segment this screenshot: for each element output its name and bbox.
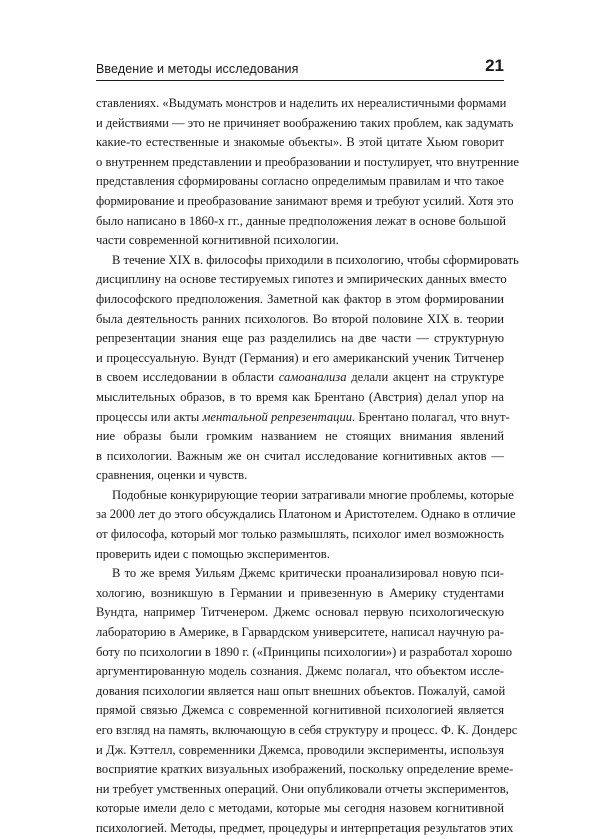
- text-line: репрезентации знания еще раз разделились на две части — структурную: [96, 331, 504, 346]
- text-line: которые имели дело с методами, которые мы сегодня назовем когнитивной: [96, 801, 504, 816]
- text-line: от философа, который мог только размышлять, психолог имел возможность: [96, 527, 504, 542]
- text-line: философского предположения. Заметной как фактор в этом формировании: [96, 291, 504, 306]
- text-line: прямой связью Джемса с современной когнитивной психологией является: [96, 703, 504, 718]
- text-line: и процессуальную. Вундт (Германия) и его американский ученик Титченер: [96, 350, 504, 365]
- text-line: формирование и преобразование занимают время и требуют усилий. Хотя это: [96, 193, 514, 208]
- text-line: психологией. Методы, предмет, процедуры и интерпретация результатов этих: [96, 820, 514, 835]
- text-line: о внутреннем представлении и преобразовании и постулирует, что внутренние: [96, 154, 520, 169]
- text-line: В то же время Уильям Джемс критически проанализировал новую пси-: [112, 566, 504, 581]
- text-line: аргументированную модель сознания. Джемс полагал, что объектом иссле-: [96, 664, 504, 679]
- text-line-end: Брентано полагал, что внут-: [355, 409, 510, 424]
- text-line: и Дж. Кэттелл, современники Джемса, проводили эксперименты, используя: [96, 742, 504, 757]
- text-line: хологию, возникшую в Германии и привезенную в Америку студентами: [96, 585, 504, 600]
- body-text: [96, 94, 520, 839]
- text-line: Подобные конкурирующие теории затрагивали многие проблемы, которые: [112, 487, 514, 502]
- running-header: [96, 54, 504, 76]
- text-line: части современной когнитивной психологии.: [96, 233, 339, 248]
- text-line: было написано в 1860-х гг., данные предположения лежат в основе большой: [96, 213, 506, 228]
- text-line: проверить идеи с помощью экспериментов.: [96, 546, 330, 561]
- text-line-start: в своем исследовании в области: [96, 370, 279, 385]
- text-line: [96, 368, 504, 388]
- italic-term: самоанализа: [278, 370, 347, 385]
- text-line: восприятие кратких визуальных изображений, поскольку определение време-: [96, 762, 514, 777]
- italic-term: ментальной репрезентации.: [202, 409, 356, 424]
- paragraph: [96, 94, 520, 251]
- text-line: сравнения, оценки и чувств.: [96, 468, 248, 483]
- text-line: представления сформированы согласно определимым правилам и что такое: [96, 174, 504, 189]
- paragraph: [96, 564, 518, 838]
- text-line: его взгляд на память, включающую в себя структуру и процесс. Ф. К. Дондерс: [96, 723, 518, 737]
- text-line: лабораторию в Америке, в Гарвардском университете, написал научную ра-: [96, 625, 504, 640]
- text-line: какие-то естественные и знакомые объекты». В этой цитате Хьюм говорит: [96, 135, 504, 150]
- paragraph: [96, 251, 519, 486]
- page-number: 21: [485, 56, 504, 75]
- running-header-title: Введение и методы исследования: [96, 62, 299, 76]
- text-line-start: процессы или акты: [96, 409, 203, 424]
- text-line: была деятельность ранних психологов. Во второй половине XIX в. теории: [96, 311, 504, 326]
- text-line: В течение XIX в. философы приходили в психологию, чтобы сформировать: [112, 252, 519, 267]
- text-line: дования психологии является наш опыт внешних объектов. Пожалуй, самой: [96, 683, 506, 698]
- paragraph: [96, 486, 516, 564]
- text-line: дисциплину на основе тестируемых гипотез и эмпирических данных вместо: [96, 272, 507, 287]
- text-line: ставлениях. «Выдумать монстров и наделить их нереалистичными формами: [96, 96, 507, 110]
- text-line: и действиями — это не причиняет воображению таких проблем, как задумать: [96, 115, 514, 130]
- text-line: ни требует умственных операций. Они опубликовали отчеты экспериментов,: [96, 781, 509, 796]
- text-line: [96, 408, 510, 428]
- text-line: в психологии. Важным же он считал исследование когнитивных актов —: [96, 448, 504, 463]
- header-rule: [96, 80, 504, 81]
- text-line: мыслительных образов, в то время как Брентано (Австрия) делал упор на: [96, 389, 504, 404]
- text-line: Вундта, например Титченером. Джемс основал первую психологическую: [96, 605, 504, 620]
- text-line: за 2000 лет до этого обсуждались Платоном и Аристотелем. Однако в отличие: [96, 507, 516, 522]
- text-line: ние образы были громким названием не стоящих внимания явлений: [96, 429, 504, 444]
- text-line-end: делали акцент на структуре: [346, 370, 504, 385]
- text-line: боту по психологии в 1890 г. («Принципы психологии») и разработал хорошо: [96, 644, 513, 659]
